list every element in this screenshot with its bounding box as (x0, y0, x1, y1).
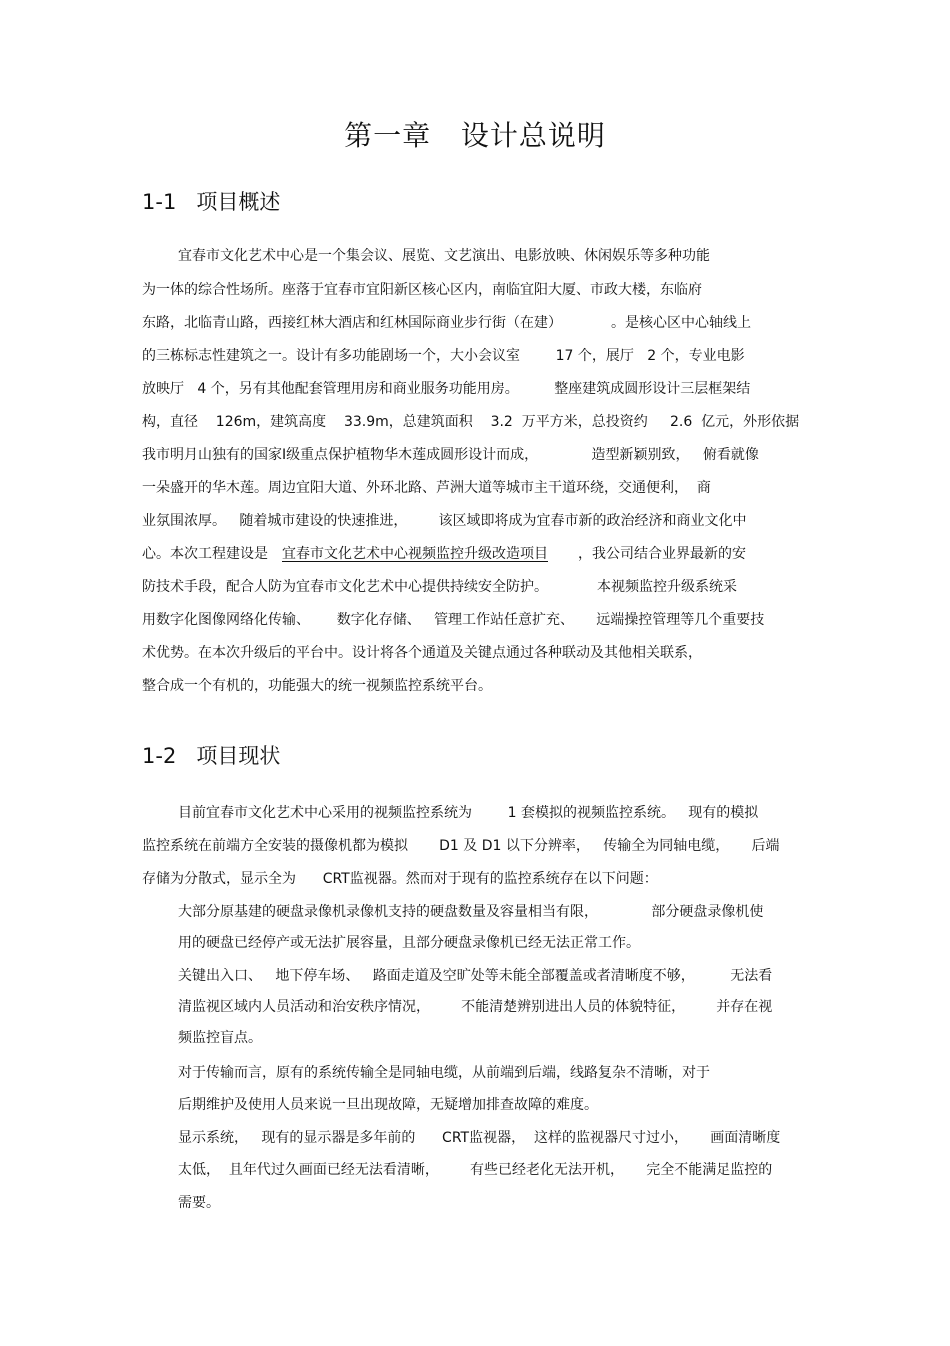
paragraph-line: 术优势。在本次升级后的平台中。设计将各个通道及关键点通过各种联动及其他相关联系， (142, 645, 702, 661)
paragraph-line: 宜春市文化艺术中心是一个集会议、展览、文艺演出、电影放映、休闲娱乐等多种功能 (178, 248, 710, 264)
paragraph-line: 为一体的综合性场所。座落于宜春市宜阳新区核心区内，南临宜阳大厦、市政大楼，东临府 (142, 282, 702, 298)
paragraph-line: 构，直径 126m，建筑高度 33.9m，总建筑面积 3.2 万平方米，总投资约 2.6 亿元，外形依据 (142, 414, 800, 430)
line-text: 心。本次工程建设是 (142, 546, 268, 562)
paragraph-line: 一朵盛开的华木莲。周边宜阳大道、外环北路、芦洲大道等城市主干道环绕，交通便利， 商 (142, 480, 711, 496)
section-heading-overview: 1-1 项目概述 (142, 190, 281, 214)
issue-line: 关键出入口、 地下停车场、 路面走道及空旷处等未能全部覆盖或者清晰度不够， 无法看 (178, 968, 773, 984)
project-name-underlined: 宜春市文化艺术中心视频监控升级改造项目 (282, 546, 548, 562)
paragraph-line: 的三栋标志性建筑之一。设计有多功能剧场一个，大小会议室 17 个，展厅 2 个，专业电影 (142, 348, 745, 364)
issue-line: 对于传输而言，原有的系统传输全是同轴电缆，从前端到后端，线路复杂不清晰，对于 (178, 1065, 710, 1081)
issue-line: 清监视区域内人员活动和治安秩序情况， 不能清楚辨别进出人员的体貌特征， 并存在视 (178, 999, 773, 1015)
paragraph-line: 东路，北临青山路，西接红林大酒店和红林国际商业步行街（在建） 。是核心区中心轴线上 (142, 315, 751, 331)
paragraph-line: 放映厅 4 个，另有其他配套管理用房和商业服务功能用房。 整座建筑成圆形设计三层框架结 (142, 381, 751, 397)
issue-line: 需要。 (178, 1195, 220, 1211)
issue-line: 太低， 且年代过久画面已经无法看清晰， 有些已经老化无法开机， 完全不能满足监控的 (178, 1162, 773, 1178)
line-text: ，我公司结合业界最新的安 (578, 546, 746, 562)
issue-line: 用的硬盘已经停产或无法扩展容量，且部分硬盘录像机已经无法正常工作。 (178, 935, 640, 951)
paragraph-line: 存储为分散式，显示全为 CRT监视器。然而对于现有的监控系统存在以下问题： (142, 871, 658, 887)
issue-line: 频监控盲点。 (178, 1030, 262, 1046)
chapter-title: 第一章 设计总说明 (344, 119, 606, 152)
section-heading-status: 1-2 项目现状 (142, 744, 281, 768)
issue-line: 大部分原基建的硬盘录像机录像机支持的硬盘数量及容量相当有限， 部分硬盘录像机使 (178, 904, 764, 920)
paragraph-line: 业氛围浓厚。 随着城市建设的快速推进， 该区域即将成为宜春市新的政治经济和商业文化中 (142, 513, 747, 529)
paragraph-line: 我市明月山独有的国家Ⅰ级重点保护植物华木莲成圆形设计而成， 造型新颖别致， 俯看就像 (142, 447, 759, 463)
paragraph-line: 目前宜春市文化艺术中心采用的视频监控系统为 1 套模拟的视频监控系统。 现有的模拟 (178, 805, 759, 821)
issue-line: 后期维护及使用人员来说一旦出现故障，无疑增加排查故障的难度。 (178, 1097, 598, 1113)
paragraph-line: 防技术手段，配合人防为宜春市文化艺术中心提供持续安全防护。 本视频监控升级系统采 (142, 579, 737, 595)
paragraph-line: 监控系统在前端方全安装的摄像机都为模拟 D1 及 D1 以下分辨率， 传输全为同轴电缆， 后端 (142, 838, 780, 854)
issue-line: 显示系统， 现有的显示器是多年前的 CRT监视器， 这样的监视器尺寸过小， 画面清晰度 (178, 1130, 781, 1146)
paragraph-line: 用数字化图像网络化传输、 数字化存储、 管理工作站任意扩充、 远端操控管理等几个重要技 (142, 612, 765, 628)
paragraph-line: 整合成一个有机的，功能强大的统一视频监控系统平台。 (142, 678, 492, 694)
paragraph-line (142, 544, 746, 564)
